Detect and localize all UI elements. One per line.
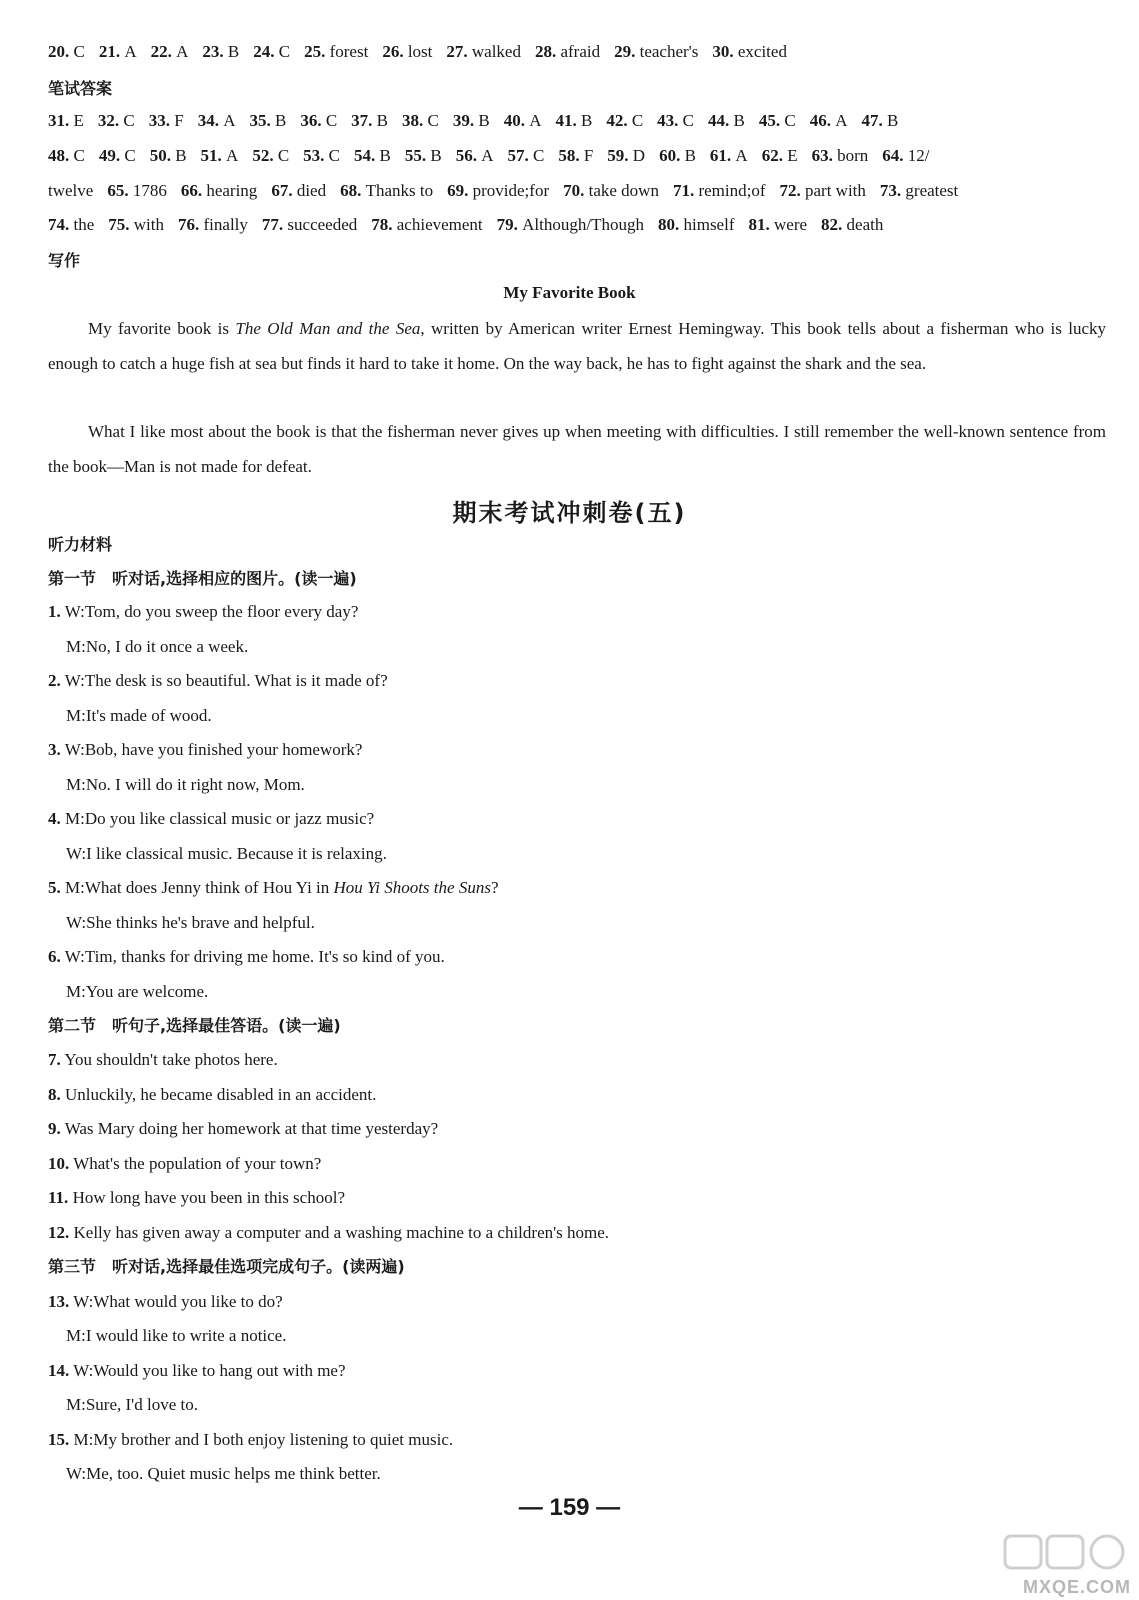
- section-3-heading: 第三节 听对话,选择最佳选项完成句子。(读两遍): [48, 1257, 405, 1276]
- answer-item: 41. B: [555, 111, 593, 130]
- answer-item: 72. part with: [779, 181, 866, 200]
- question-14-line-2: M:Sure, I'd love to.: [66, 1395, 198, 1414]
- question-2-line-2: M:It's made of wood.: [66, 706, 212, 725]
- answer-item: 74. the: [48, 215, 95, 234]
- answer-item: 23. B: [202, 42, 240, 61]
- answer-item: 50. B: [149, 146, 187, 165]
- answer-item: 26. lost: [382, 42, 433, 61]
- answer-item: 46. A: [809, 111, 848, 130]
- answer-item: 82. death: [821, 215, 884, 234]
- answer-item: 47. B: [861, 111, 899, 130]
- question-1-line-2: M:No, I do it once a week.: [66, 637, 249, 656]
- question-15-line-1: 15. M:My brother and I both enjoy listening to quiet music.: [48, 1430, 454, 1449]
- answer-item: 79. Although/Though: [496, 215, 644, 234]
- answer-item: 63. born: [811, 146, 869, 165]
- question-1-line-1: 1. W:Tom, do you sweep the floor every day?: [48, 602, 359, 621]
- answer-item: 49. C: [98, 146, 136, 165]
- answer-item: 76. finally: [178, 215, 248, 234]
- exam-title: 期末考试冲刺卷(五): [452, 499, 687, 527]
- answer-item: 65. 1786: [107, 181, 167, 200]
- answer-item: 27. walked: [446, 42, 521, 61]
- answer-item: 53. C: [303, 146, 340, 165]
- question-4-line-1: 4. M:Do you like classical music or jazz music?: [48, 809, 375, 828]
- answer-item: 61. A: [709, 146, 748, 165]
- writing-heading: 写作: [48, 251, 81, 270]
- answer-item: 28. afraid: [534, 42, 601, 61]
- answer-item: 21. A: [98, 42, 137, 61]
- answer-item: 68. Thanks to: [340, 181, 434, 200]
- answer-row-4: [48, 180, 1109, 202]
- answer-item: 29. teacher's: [614, 42, 699, 61]
- answer-item: 45. C: [758, 111, 796, 130]
- answer-item: 67. died: [271, 181, 327, 200]
- question-6-line-1: 6. W:Tim, thanks for driving me home. It's so kind of you.: [48, 947, 445, 966]
- answer-item: 32. C: [97, 111, 135, 130]
- answer-item: 38. C: [402, 111, 439, 130]
- question-13-line-2: M:I would like to write a notice.: [66, 1326, 287, 1345]
- answer-item: 30. excited: [712, 42, 787, 61]
- question-10: 10. What's the population of your town?: [48, 1154, 322, 1173]
- question-5-line-2: W:She thinks he's brave and helpful.: [66, 913, 315, 932]
- answer-item: 51. A: [200, 146, 239, 165]
- listening-heading: 听力材料: [48, 535, 113, 554]
- answer-item: 71. remind;of: [672, 181, 766, 200]
- answer-item: 20. C: [48, 42, 85, 61]
- answer-item: 77. succeeded: [261, 215, 358, 234]
- answer-item: 42. C: [606, 111, 644, 130]
- answer-item: twelve: [48, 181, 94, 200]
- answer-item: 48. C: [48, 146, 85, 165]
- answer-item: 24. C: [253, 42, 291, 61]
- question-5-line-1: 5. M:What does Jenny think of Hou Yi in Hou Yi Shoots the Suns?: [48, 878, 499, 897]
- answer-item: 54. B: [354, 146, 391, 165]
- answer-item: 39. B: [452, 111, 490, 130]
- answer-item: 69. provide;for: [447, 181, 550, 200]
- answer-item: 44. B: [708, 111, 745, 130]
- answer-row-5: [48, 214, 1109, 236]
- answer-item: 55. B: [404, 146, 442, 165]
- answer-item: 35. B: [249, 111, 287, 130]
- question-15-line-2: W:Me, too. Quiet music helps me think better.: [66, 1464, 381, 1483]
- question-11: 11. How long have you been in this school?: [48, 1188, 345, 1207]
- answer-item: 80. himself: [658, 215, 735, 234]
- answer-item: 57. C: [507, 146, 545, 165]
- answer-item: 37. B: [351, 111, 389, 130]
- question-12: 12. Kelly has given away a computer and a washing machine to a children's home.: [48, 1223, 610, 1242]
- watermark-text: MXQE.COM: [1022, 1577, 1131, 1597]
- section-2-heading: 第二节 听句子,选择最佳答语。(读一遍): [48, 1016, 341, 1035]
- answer-item: 34. A: [197, 111, 236, 130]
- answer-item: 64. 12/: [882, 146, 930, 165]
- answer-item: 81. were: [748, 215, 808, 234]
- answer-item: 31. E: [48, 111, 84, 130]
- answer-item: 62. E: [761, 146, 798, 165]
- question-2-line-1: 2. W:The desk is so beautiful. What is it made of?: [48, 671, 388, 690]
- question-7: 7. You shouldn't take photos here.: [48, 1050, 278, 1069]
- answer-item: 22. A: [150, 42, 189, 61]
- answer-item: 56. A: [455, 146, 494, 165]
- written-answers-heading: 笔试答案: [48, 79, 113, 98]
- question-8: 8. Unluckily, he became disabled in an accident.: [48, 1085, 377, 1104]
- essay-paragraph-2: What I like most about the book is that the fisherman never gives up when meeting with difficulties. I still remember the well-known sentence from the book—Man is not made for defeat.: [48, 422, 1106, 476]
- answer-item: 58. F: [558, 146, 594, 165]
- question-4-line-2: W:I like classical music. Because it is relaxing.: [66, 844, 387, 863]
- answer-item: 25. forest: [304, 42, 369, 61]
- answer-item: 60. B: [659, 146, 696, 165]
- question-13-line-1: 13. W:What would you like to do?: [48, 1292, 283, 1311]
- essay-paragraph-1: My favorite book is The Old Man and the Sea, written by American writer Ernest Hemingway. This book tells about a fisherman who is lucky enough to catch a huge fish at sea but finds it hard to take it home. On the way back, he has to fight against the shark and the sea.: [48, 319, 1106, 373]
- question-14-line-1: 14. W:Would you like to hang out with me?: [48, 1361, 346, 1380]
- question-3-line-2: M:No. I will do it right now, Mom.: [66, 775, 305, 794]
- section-1-heading: 第一节 听对话,选择相应的图片。(读一遍): [48, 569, 357, 588]
- answer-item: 70. take down: [563, 181, 659, 200]
- answer-item: 43. C: [657, 111, 695, 130]
- answer-item: 36. C: [300, 111, 338, 130]
- answer-row-2: [48, 110, 1109, 132]
- answer-item: 75. with: [108, 215, 165, 234]
- answer-item: 52. C: [252, 146, 290, 165]
- question-3-line-1: 3. W:Bob, have you finished your homework?: [48, 740, 363, 759]
- answer-item: 73. greatest: [879, 181, 959, 200]
- answer-item: 33. F: [148, 111, 184, 130]
- question-6-line-2: M:You are welcome.: [66, 982, 209, 1001]
- question-9: 9. Was Mary doing her homework at that time yesterday?: [48, 1119, 439, 1138]
- answer-row-3: [48, 145, 1109, 167]
- answer-item: 66. hearing: [180, 181, 258, 200]
- essay-title: My Favorite Book: [503, 283, 636, 302]
- answer-row-1: [48, 41, 1109, 63]
- answer-item: 78. achievement: [371, 215, 483, 234]
- page-number: — 159 —: [518, 1494, 621, 1521]
- answer-item: 59. D: [607, 146, 646, 165]
- answer-item: 40. A: [503, 111, 542, 130]
